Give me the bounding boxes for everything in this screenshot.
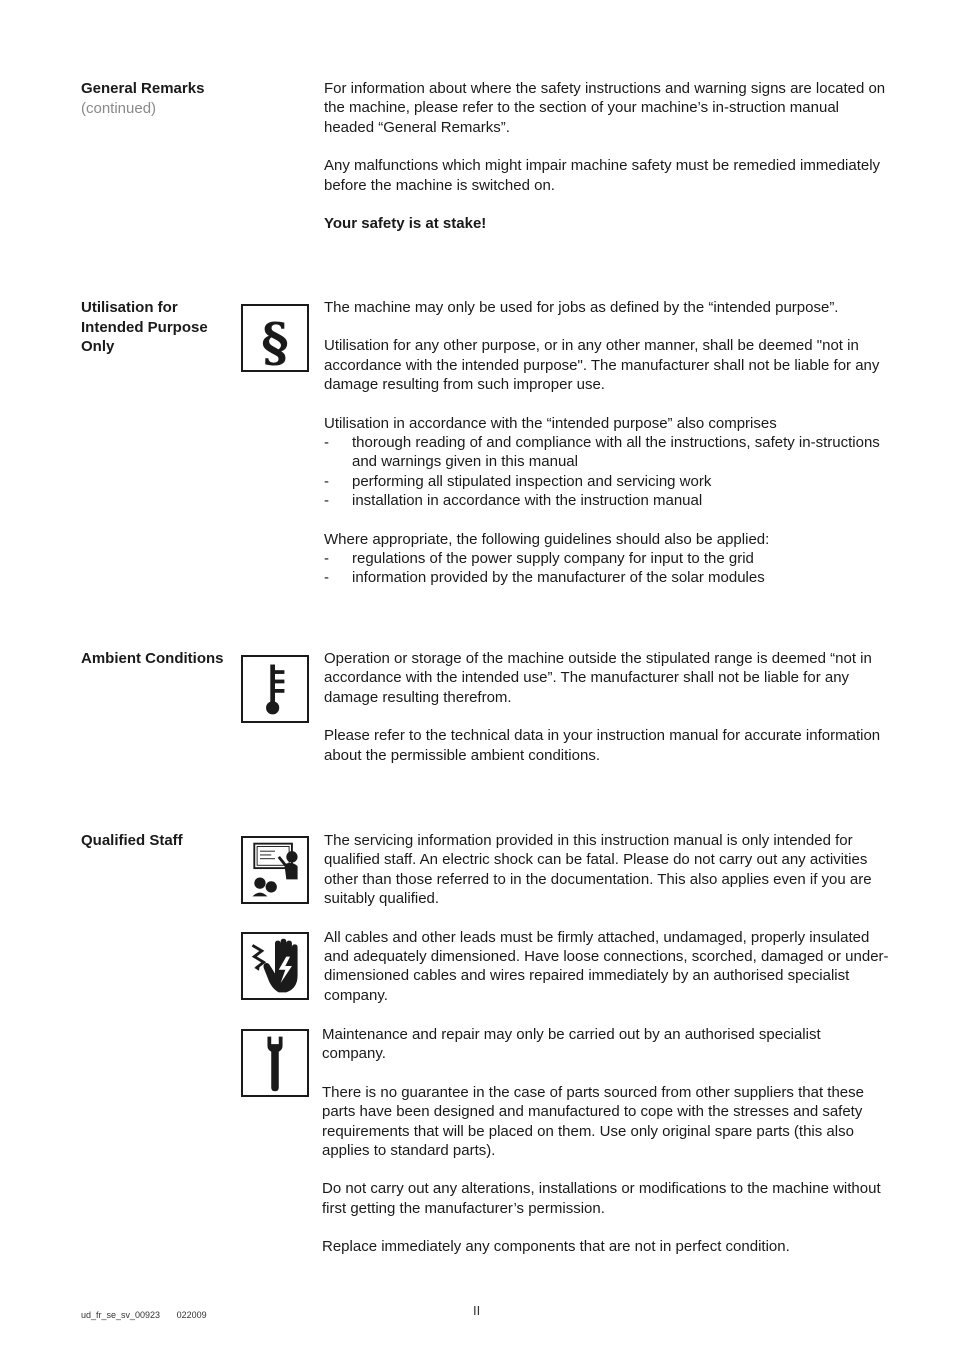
general-remarks-heading <box>81 79 231 118</box>
intended-purpose-list <box>324 433 890 511</box>
paragraph: For information about where the safety instructions and warning signs are located on the machine, please refer to the section of your machine’s in-struction manual headed “General Remarks”. <box>324 80 886 136</box>
section-heading: General Remarks <box>81 80 205 97</box>
paragraph: Replace immediately any components that are not in perfect condition. <box>322 1238 790 1256</box>
paragraph-icon <box>241 304 309 372</box>
list-item: - performing all stipulated inspection and servicing work <box>324 472 712 490</box>
paragraph: Maintenance and repair may only be carried out by an authorised specialist company. <box>322 1026 821 1063</box>
paragraph: All cables and other leads must be firmly attached, undamaged, properly insulated and adequately dimensioned. Have loose connections, scorched, damaged or under-dimensioned cables and wires repaired immediately by an authorised specialist company. <box>324 928 889 1004</box>
date-code: 022009 <box>176 1310 207 1320</box>
doc-code: ud_fr_se_sv_00923 <box>81 1310 161 1320</box>
guidelines-list <box>324 549 890 588</box>
utilisation-heading <box>81 298 231 357</box>
paragraph: Please refer to the technical data in your instruction manual for accurate information about the permissible ambient conditions. <box>324 727 881 764</box>
utilisation-body <box>324 298 890 607</box>
qualified-staff-body-1 <box>324 831 890 1024</box>
paragraph: There is no guarantee in the case of parts sourced from other suppliers that these parts have been designed and manufactured to cope with the stresses and safety requirements that will be placed on them. Use only original spare parts (this also applies to standard parts). <box>322 1083 864 1160</box>
footer-doc-info <box>81 1310 207 1320</box>
list-item: - installation in accordance with the instruction manual <box>324 492 703 510</box>
qualified-staff-heading <box>81 831 231 851</box>
thermometer-icon <box>241 655 309 723</box>
general-remarks-body <box>324 79 890 252</box>
qualified-staff-body-2 <box>322 1025 888 1276</box>
svg-text:§: § <box>261 312 289 370</box>
section-subheading: (continued) <box>81 99 157 117</box>
paragraph: Operation or storage of the machine outside the stipulated range is deemed “not in accordance with the intended use”. The manufacturer shall not be liable for any damage resulting therefrom. <box>324 650 872 706</box>
paragraph: Any malfunctions which might impair machine safety must be remedied immediately before the machine is switched on. <box>324 157 881 194</box>
page-number: II <box>473 1303 481 1318</box>
read-manual-icon <box>241 836 309 904</box>
paragraph: Do not carry out any alterations, installations or modifications to the machine without first getting the manufacturer’s permission. <box>322 1180 881 1217</box>
list-item: - information provided by the manufacturer of the solar modules <box>324 569 765 587</box>
electric-shock-icon <box>241 932 309 1000</box>
list-item: - thorough reading of and compliance with all the instructions, safety in-structions and warnings given in this manual <box>324 434 880 471</box>
ambient-body <box>324 649 890 784</box>
ambient-heading <box>81 649 231 669</box>
section-heading: Ambient Conditions <box>81 650 224 667</box>
wrench-icon <box>241 1029 309 1097</box>
paragraph: Utilisation in accordance with the “intended purpose” also comprises <box>324 414 777 432</box>
safety-emphasis: Your safety is at stake! <box>324 215 487 233</box>
section-heading: Qualified Staff <box>81 832 183 849</box>
paragraph: The servicing information provided in this instruction manual is only intended for qualified staff. An electric shock can be fatal. Please do not carry out any activities other than those referred to in the documentation. This also applies even if you are suitably qualified. <box>324 832 872 908</box>
list-item: - regulations of the power supply company for input to the grid <box>324 550 754 568</box>
section-heading: Utilisation for Intended Purpose Only <box>81 299 208 355</box>
paragraph: Where appropriate, the following guidelines should also be applied: <box>324 530 770 548</box>
paragraph: Utilisation for any other purpose, or in any other manner, shall be deemed "not in accordance with the intended purpose". The manufacturer shall not be liable for any damage resulting from such improper use. <box>324 337 880 394</box>
paragraph: The machine may only be used for jobs as defined by the “intended purpose”. <box>324 299 839 316</box>
